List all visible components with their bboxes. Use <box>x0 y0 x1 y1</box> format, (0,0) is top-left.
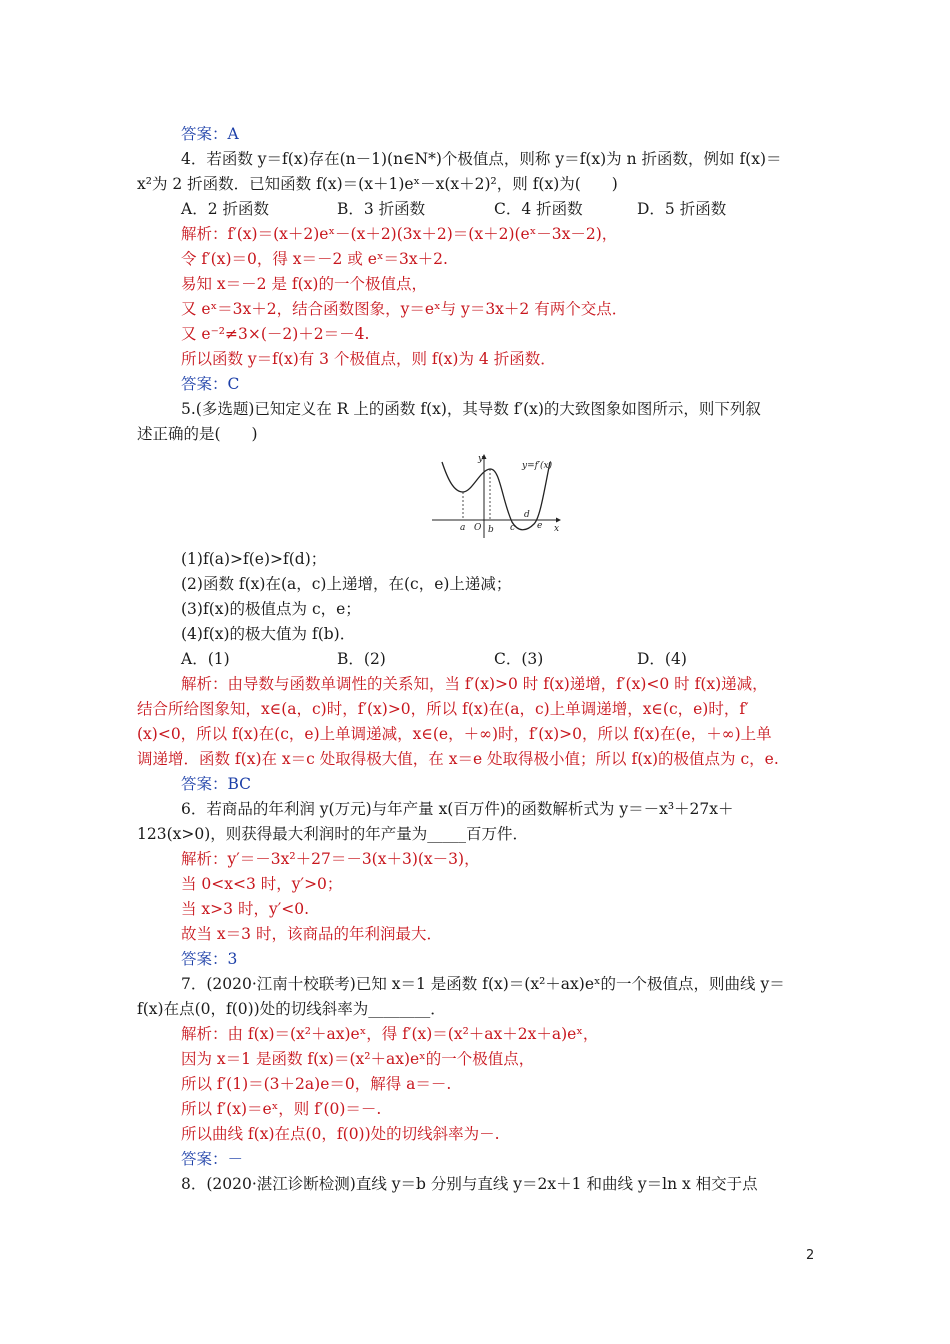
q5-option-a[interactable]: A．(1) <box>181 650 230 668</box>
q5-option-b[interactable]: B．(2) <box>337 650 386 668</box>
text-line: 解析：y′＝－3x²＋27＝－3(x＋3)(x－3)， <box>181 850 480 868</box>
text-line: (2)函数 f(x)在(a，c)上递增，在(c，e)上递减； <box>181 575 512 593</box>
text-line: 述正确的是( ) <box>137 425 258 443</box>
text-line: (3)f(x)的极值点为 c，e； <box>181 600 361 618</box>
text-line: 解析：由 f(x)＝(x²＋ax)eˣ，得 f′(x)＝(x²＋ax＋2x＋a)eˣ， <box>181 1025 599 1043</box>
derivative-graph-figure <box>430 452 565 540</box>
text-line: 当 0<x<3 时，y′>0； <box>181 875 343 893</box>
text-line: 6．若商品的年利润 y(万元)与年产量 x(百万件)的函数解析式为 y＝－x³＋27x＋ <box>181 800 734 818</box>
text-line: 令 f′(x)＝0，得 x＝－2 或 eˣ＝3x＋2. <box>181 250 448 268</box>
q5-option-c[interactable]: C．(3) <box>494 650 544 668</box>
text-line: 7．(2020·江南十校联考)已知 x＝1 是函数 f(x)＝(x²＋ax)eˣ的一个极值点，则曲线 y＝ <box>181 975 785 993</box>
x-axis-arrow <box>556 518 561 523</box>
text-line: 易知 x＝－2 是 f(x)的一个极值点， <box>181 275 427 293</box>
text-line: 答案：A <box>181 125 239 143</box>
text-line: 8．(2020·湛江诊断检测)直线 y＝b 分别与直线 y＝2x＋1 和曲线 y＝ln x 相交于点 <box>181 1175 758 1193</box>
page-number: 2 <box>806 1248 815 1263</box>
text-line: 答案：3 <box>181 950 238 968</box>
label-a: a <box>460 523 466 533</box>
text-line: 所以 f′(x)＝eˣ，则 f′(0)＝－. <box>181 1100 382 1118</box>
q4-option-c[interactable]: C．4 折函数 <box>494 200 583 218</box>
text-line: x²为 2 折函数．已知函数 f(x)＝(x＋1)eˣ－x(x＋2)²，则 f(x)为( ) <box>137 175 618 193</box>
q4-option-a[interactable]: A．2 折函数 <box>181 200 269 218</box>
curve-label: y=f′(x) <box>522 461 553 471</box>
text-line: 所以 f′(1)＝(3＋2a)e＝0，解得 a＝－. <box>181 1075 452 1093</box>
text-line: 答案：－ <box>181 1150 244 1168</box>
text-line: 解析：由导数与函数单调性的关系知，当 f′(x)>0 时 f(x)递增，f′(x)<0 时 f(x)递减， <box>181 675 768 693</box>
y-axis-label: y <box>478 454 484 464</box>
text-line: (1)f(a)>f(e)>f(d)； <box>181 550 327 568</box>
x-axis-label: x <box>554 524 560 534</box>
text-line: 解析：f′(x)＝(x＋2)eˣ－(x＋2)(3x＋2)＝(x＋2)(eˣ－3x－2)， <box>181 225 618 243</box>
text-line: 调递增．函数 f(x)在 x＝c 处取得极大值，在 x＝e 处取得极小值；所以 f(x)的极值点为 c，e. <box>137 750 779 768</box>
text-line: 又 eˣ＝3x＋2，结合函数图象，y＝eˣ与 y＝3x＋2 有两个交点． <box>181 300 628 318</box>
text-line: 答案：BC <box>181 775 252 793</box>
label-e: e <box>537 521 543 531</box>
text-line: 所以曲线 f(x)在点(0，f(0))处的切线斜率为－. <box>181 1125 500 1143</box>
text-line: 5.(多选题)已知定义在 R 上的函数 f(x)，其导数 f′(x)的大致图象如图所示，则下列叙 <box>181 400 761 418</box>
text-line: 4．若函数 y＝f(x)存在(n－1)(n∈N*)个极值点，则称 y＝f(x)为 n 折函数，例如 f(x)＝ <box>181 150 782 168</box>
text-line: f(x)在点(0，f(0))处的切线斜率为________． <box>137 1000 446 1018</box>
text-line: 答案：C <box>181 375 240 393</box>
q4-option-b[interactable]: B．3 折函数 <box>337 200 426 218</box>
label-c: c <box>510 523 516 533</box>
text-line: 所以函数 y＝f(x)有 3 个极值点，则 f(x)为 4 折函数． <box>181 350 556 368</box>
q4-option-d[interactable]: D．5 折函数 <box>637 200 727 218</box>
label-o: O <box>474 523 482 533</box>
text-line: 123(x>0)，则获得最大利润时的年产量为_____百万件． <box>137 825 529 843</box>
text-line: 又 e⁻²≠3×(－2)＋2＝－4. <box>181 325 370 343</box>
q5-option-d[interactable]: D．(4) <box>637 650 687 668</box>
text-line: (4)f(x)的极大值为 f(b)． <box>181 625 356 643</box>
text-line: 结合所给图象知，x∈(a，c)时，f′(x)>0，所以 f(x)在(a，c)上单调递增，x∈(c，e)时，f′ <box>137 700 749 718</box>
label-d: d <box>524 510 530 520</box>
label-b: b <box>488 525 494 535</box>
text-line: 当 x>3 时，y′<0. <box>181 900 309 918</box>
text-line: 因为 x＝1 是函数 f(x)＝(x²＋ax)eˣ的一个极值点， <box>181 1050 535 1068</box>
text-line: 故当 x＝3 时，该商品的年利润最大． <box>181 925 442 943</box>
text-line: (x)<0，所以 f(x)在(c，e)上单调递减，x∈(e，＋∞)时，f′(x)>0，所以 f(x)在(e，＋∞)上单 <box>137 725 772 743</box>
